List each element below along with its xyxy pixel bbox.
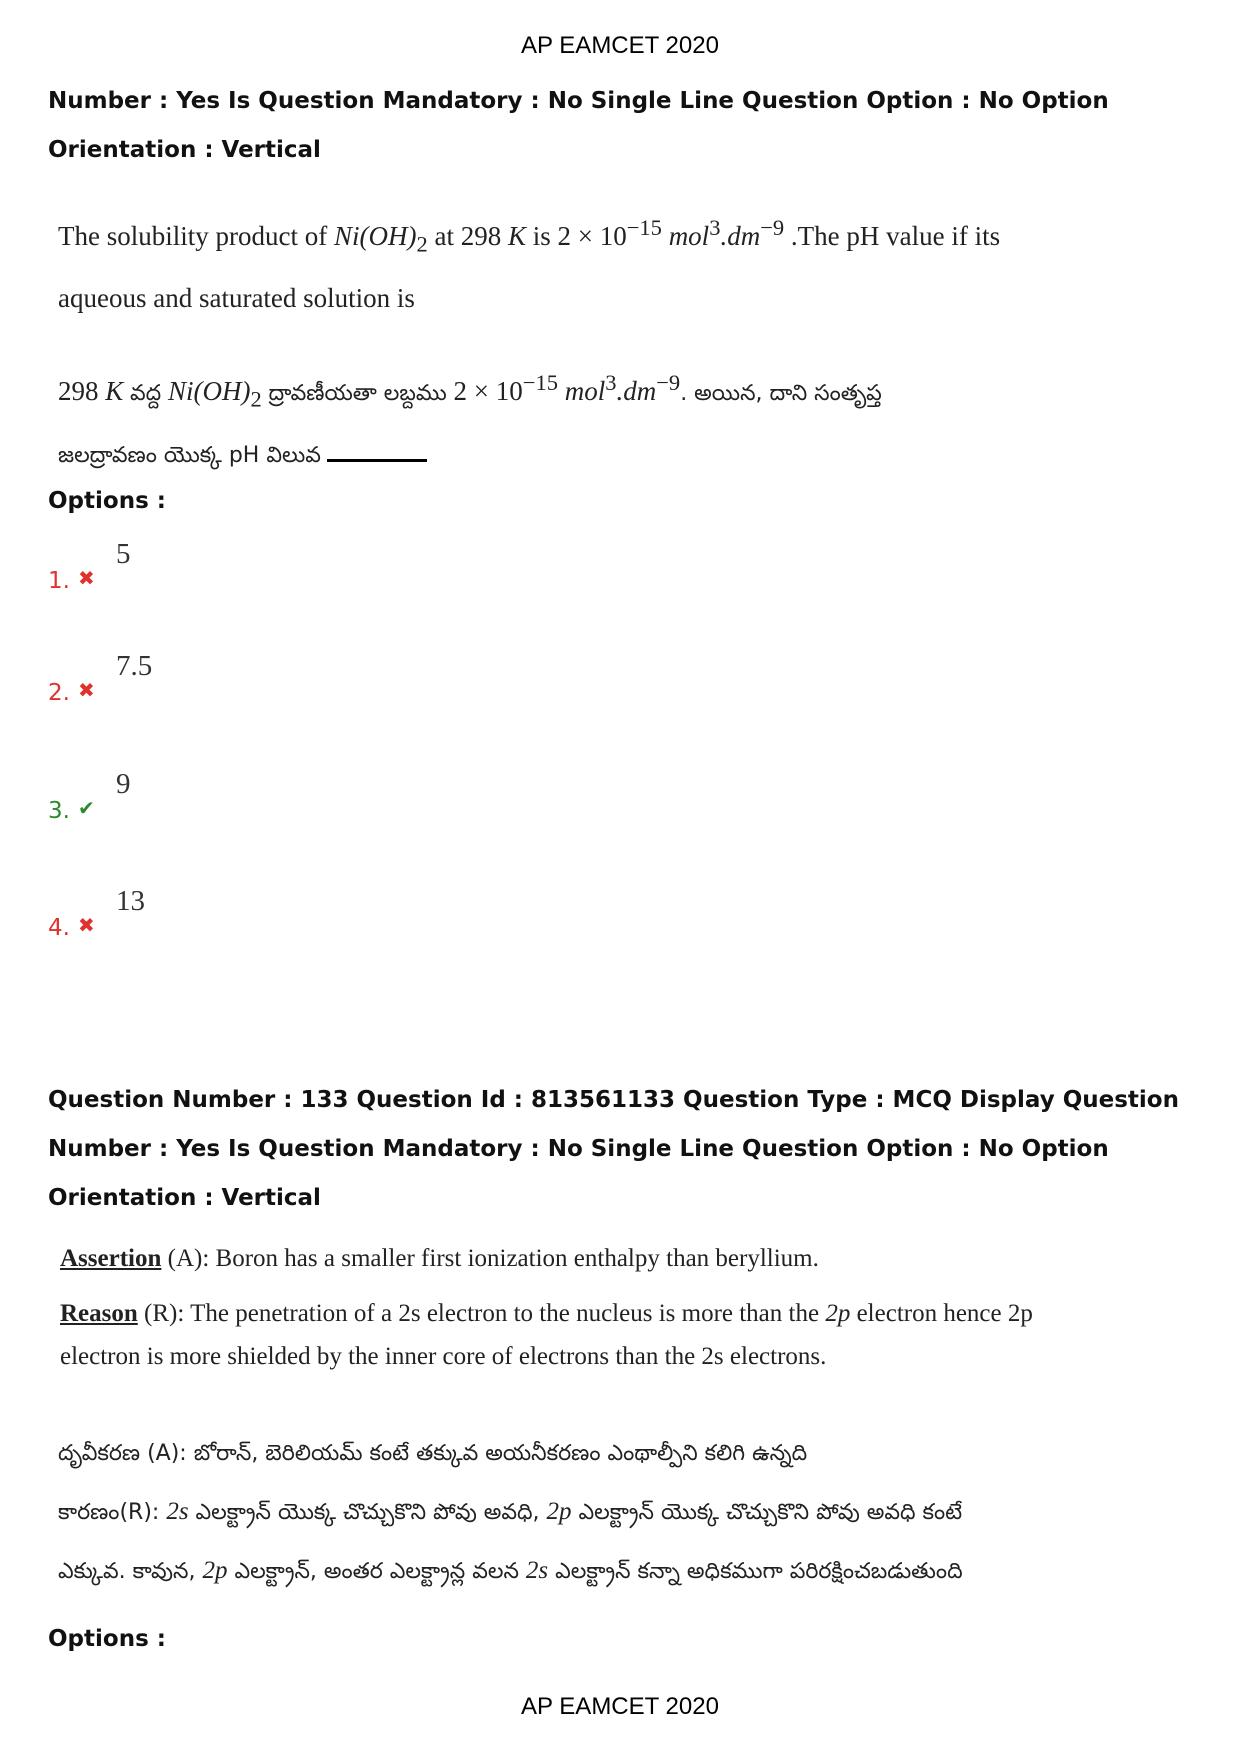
assertion: Assertion (A): Boron has a smaller first ionization enthalpy than beryllium. [60,1245,819,1272]
meta-line: Question Number : 133 Question Id : 813561133 Question Type : MCQ Display Question [48,1087,1179,1113]
telugu-line: ఎక్కువ. కావున, 2p ఎలక్ట్రాన్, అంతర ఎలక్ట్రాన్ల వలన 2s ఎలక్ట్రాన్ కన్నా అధికముగా పరిరక్షించబడుతుంది [58,1557,963,1584]
option-1: 1. ✖ 5 [48,538,131,594]
formula: Ni(OH) [333,221,417,251]
options-label: Options : [48,488,166,514]
options-label: Options : [48,1626,166,1652]
answer-blank [327,437,427,462]
option-value: 9 [116,768,131,800]
meta-line: Orientation : Vertical [48,1185,321,1211]
option-value: 13 [116,885,145,917]
question-meta [48,77,1198,175]
question-line: జలద్రావణం యొక్క pH విలువ [58,426,882,483]
question-text-telugu [58,355,882,483]
question-line: aqueous and saturated solution is [58,283,415,314]
reason-continued: electron is more shielded by the inner core of electrons than the 2s electrons. [60,1343,827,1370]
option-2: 2. ✖ 7.5 [48,650,153,706]
option-4: 4. ✖ 13 [48,885,145,941]
meta-line: Orientation : Vertical [48,137,321,163]
meta-line: Number : Yes Is Question Mandatory : No Single Line Question Option : No Option [48,88,1109,114]
meta-line: Number : Yes Is Question Mandatory : No Single Line Question Option : No Option [48,1136,1109,1162]
page-header: AP EAMCET 2020 [521,32,719,59]
page-footer: AP EAMCET 2020 [521,1693,719,1720]
telugu-line: కారణం(R): 2s ఎలక్ట్రాన్ యొక్క చొచ్చుకొని పోవు అవధి, 2p ఎలక్ట్రాన్ యొక్క చొచ్చుకొని పోవు అవధి కంటే [58,1498,963,1525]
wrong-icon: ✖ [78,678,95,702]
question-line: 298 K వద్ద $Ni(OH)_2$ ద్రావణీయతా లబ్దము $2 \times 10^{-15}$ $mol^3.dm^{-9}$. అయిన, దాని సంతృప్త [58,370,882,412]
question-line: The solubility product of $Ni(OH)_2$ at 298 K is $2 \times 10^{-15}$ $mol^3.dm^{-9}$ .The pH value if its [58,215,1001,257]
wrong-icon: ✖ [78,913,95,937]
question-meta [48,1076,1198,1223]
option-value: 5 [116,538,131,570]
wrong-icon: ✖ [78,566,95,590]
assertion-reason-english [60,1237,1033,1378]
telugu-line: దృవీకరణ (A): బోరాన్, బెరిలియమ్ కంటే తక్కువ అయనీకరణం ఎంథాల్పీని కలిగి ఉన్నది [58,1441,808,1466]
option-value: 7.5 [116,650,153,682]
option-3: 3. ✔ 9 [48,768,131,824]
assertion-reason-telugu [58,1425,963,1601]
reason: Reason (R): The penetration of a 2s electron to the nucleus is more than the 2p electron hence 2p [60,1300,1033,1327]
check-icon: ✔ [78,796,95,820]
question-text-english [58,200,1000,326]
